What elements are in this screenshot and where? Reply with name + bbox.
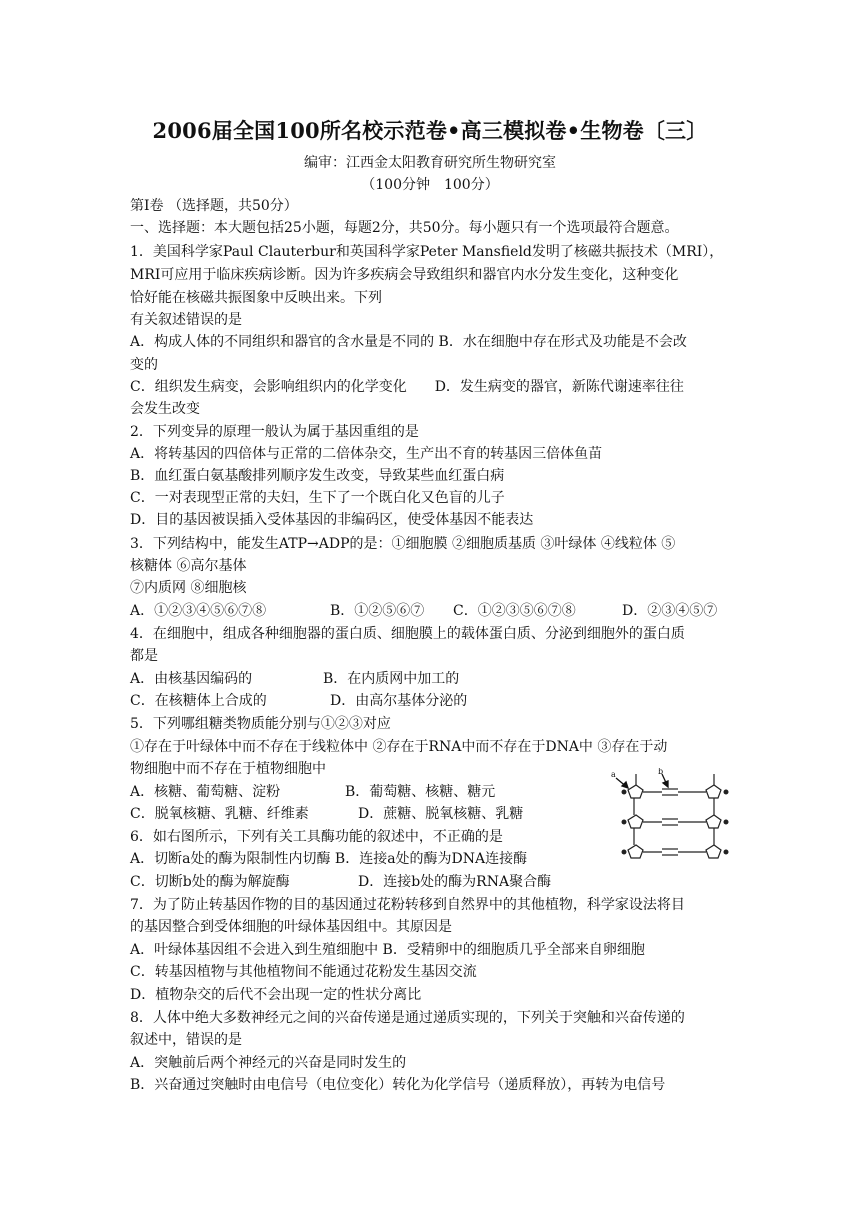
q7-option-a-b: A．叶绿体基因组不会进入到生殖细胞中 B．受精卵中的细胞质几乎全部来自卵细胞 [130,942,645,958]
q5-option-b: B．葡萄糖、核糖、糖元 [345,784,496,800]
sugar-ring-6 [706,845,721,858]
q1-option-a-b: A．构成人体的不同组织和器官的含水量是不同的 B．水在细胞中存在形式及功能是不会改 [130,334,687,350]
section-instructions: 一、选择题：本大题包括25小题，每题2分，共50分。每小题只有一个选项最符合题意。 [130,220,679,236]
q2-option-a: A．将转基因的四倍体与正常的二倍体杂交，生产出不育的转基因三倍体鱼苗 [130,446,603,462]
q8-stem-line-1: 8．人体中绝大多数神经元之间的兴奋传递是通过递质实现的，下列关于突触和兴奋传递的 [130,1010,685,1026]
q5-option-c: C．脱氧核糖、乳糖、纤维素 [130,806,309,822]
time-score-line: （100分钟 100分） [361,177,499,193]
q6-stem: 6．如右图所示，下列有关工具酶功能的叙述中，不正确的是 [130,829,503,845]
q3-stem-line-3: ⑦内质网 ⑧细胞核 [130,580,247,596]
q5-conditions-line-2: 物细胞中而不存在于植物细胞中 [130,761,326,777]
editor-line: 编审：江西金太阳教育研究所生物研究室 [304,155,556,171]
q7-option-d: D．植物杂交的后代不会出现一定的性状分离比 [130,987,422,1003]
q8-option-a: A．突触前后两个神经元的兴奋是同时发生的 [130,1055,407,1071]
q3-option-d: D．②③④⑤⑦ [622,603,718,619]
q4-option-b: B．在内质网中加工的 [323,671,460,687]
q5-option-a: A．核糖、葡萄糖、淀粉 [130,784,281,800]
sugar-ring-1 [628,785,643,798]
q6-option-d: D．连接b处的酶为RNA聚合酶 [358,874,552,890]
q4-stem-line-2: 都是 [130,648,158,664]
q1-stem-line-1: 1．美国科学家Paul Clauterbur和英国科学家Peter Mansfield发明了核磁共振技术（MRI）， [130,244,724,260]
exam-title: 2006届全国100所名校示范卷•高三模拟卷•生物卷〔三〕 [152,118,708,143]
q5-option-d: D．蔗糖、脱氧核糖、乳糖 [358,806,524,822]
sugar-ring-5 [628,845,643,858]
q4-option-d: D．由高尔基体分泌的 [330,693,468,709]
q1-stem-line-4: 有关叙述错误的是 [130,312,242,328]
q7-option-c: C．转基因植物与其他植物间不能通过花粉发生基因交流 [130,964,477,980]
q5-stem: 5．下列哪组糖类物质能分别与①②③对应 [130,716,391,732]
sugar-ring-4 [706,815,721,828]
q5-conditions-line-1: ①存在于叶绿体中而不存在于线粒体中 ②存在于RNA中而不存在于DNA中 ③存在于动 [130,739,668,755]
q4-stem-line-1: 4．在细胞中，组成各种细胞器的蛋白质、细胞膜上的载体蛋白质、分泌到细胞外的蛋白质 [130,626,685,642]
q8-option-b: B．兴奋通过突触时由电信号（电位变化）转化为化学信号（递质释放），再转为电信号 [130,1077,666,1093]
sugar-ring-3 [628,815,643,828]
q4-option-a: A．由核基因编码的 [130,671,253,687]
q1-option-d-cont: 会发生改变 [130,401,200,417]
q2-option-d: D．目的基因被误插入受体基因的非编码区，使受体基因不能表达 [130,512,534,528]
q1-option-b-cont: 变的 [130,357,158,373]
dna-structure-figure [610,768,740,868]
q1-stem-line-2: MRI可应用于临床疾病诊断。因为许多疾病会导致组织和器官内水分发生变化，这种变化 [130,267,679,283]
q4-option-c: C．在核糖体上合成的 [130,693,267,709]
figure-label-a: a [611,770,616,779]
q3-option-b: B．①②⑤⑥⑦ [330,603,425,619]
q1-stem-line-3: 恰好能在核磁共振图象中反映出来。下列 [130,290,382,306]
sugar-ring-2 [706,785,721,798]
q7-stem-line-2: 的基因整合到受体细胞的叶绿体基因组中。其原因是 [130,919,452,935]
q6-option-c: C．切断b处的酶为解旋酶 [130,874,290,890]
q7-stem-line-1: 7．为了防止转基因作物的目的基因通过花粉转移到自然界中的其他植物，科学家设法将目 [130,897,685,913]
q6-option-a-b: A．切断a处的酶为限制性内切酶 B．连接a处的酶为DNA连接酶 [130,851,528,867]
part-heading: 第Ⅰ卷 （选择题，共50分） [130,198,298,214]
q1-option-c-d: C．组织发生病变，会影响组织内的化学变化 D．发生病变的器官，新陈代谢速率往往 [130,379,684,395]
q3-stem-line-2: 核糖体 ⑥高尔基体 [130,558,247,574]
q2-stem: 2．下列变异的原理一般认为属于基因重组的是 [130,424,419,440]
q8-stem-line-2: 叙述中，错误的是 [130,1032,242,1048]
q3-option-c: C．①②③⑤⑥⑦⑧ [453,603,576,619]
q3-option-a: A．①②③④⑤⑥⑦⑧ [130,603,267,619]
q3-stem-line-1: 3．下列结构中，能发生ATP→ADP的是：①细胞膜 ②细胞质基质 ③叶绿体 ④线粒体 ⑤ [130,536,676,552]
q2-option-b: B．血红蛋白氨基酸排列顺序发生改变，导致某些血红蛋白病 [130,468,505,484]
figure-label-b: b [658,768,664,776]
q2-option-c: C．一对表现型正常的夫妇，生下了一个既白化又色盲的儿子 [130,490,505,506]
